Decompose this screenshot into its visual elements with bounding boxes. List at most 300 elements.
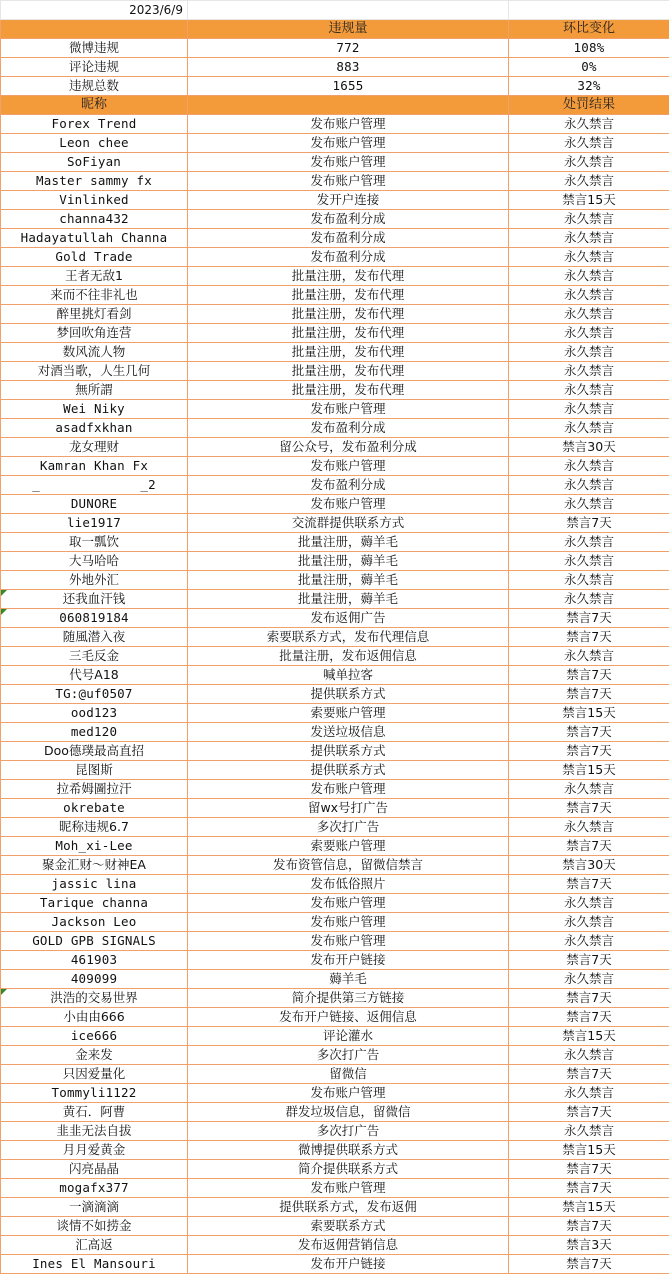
table-row [1,248,669,267]
table-row [1,153,669,172]
penalty-cell[interactable]: 永久禁言 [509,780,669,799]
penalty-cell[interactable]: 永久禁言 [509,476,669,495]
penalty-cell[interactable]: 禁言30天 [509,856,669,875]
reason-cell[interactable]: 批量注册，发布代理 [188,305,509,324]
nickname-text: 闪亮晶晶 [68,1161,119,1176]
table-row [1,115,669,134]
nickname-text: 龙女理财 [68,439,119,454]
nickname-cell[interactable] [1,419,188,438]
penalty-cell[interactable]: 永久禁言 [509,1046,669,1065]
table-row [1,324,669,343]
reason-cell[interactable]: 提供联系方式 [188,761,509,780]
penalty-cell[interactable]: 禁言7天 [509,1065,669,1084]
nickname-cell[interactable] [1,248,188,267]
nickname-text: Tommyli1122 [51,1085,137,1100]
reason-cell[interactable]: 发布低俗照片 [188,875,509,894]
nickname-cell[interactable] [1,1046,188,1065]
table-row [1,590,669,609]
penalty-cell[interactable]: 永久禁言 [509,894,669,913]
table-row [1,267,669,286]
summary-header-row [1,20,669,39]
reason-cell[interactable]: 发布返佣营销信息 [188,1236,509,1255]
reason-cell[interactable]: 发布盈利分成 [188,229,509,248]
penalty-cell[interactable]: 永久禁言 [509,533,669,552]
nickname-text: _ _2 [32,477,156,492]
reason-cell[interactable]: 发布账户管理 [188,1179,509,1198]
table-row [1,457,669,476]
nickname-cell[interactable] [1,1255,188,1274]
table-row [1,894,669,913]
nickname-text: Jackson Leo [51,914,137,929]
table-row [1,381,669,400]
nickname-text: Ines El Mansouri [32,1256,156,1271]
header-cell-violation-count[interactable]: 违规量 [188,20,509,39]
table-row [1,818,669,837]
header-cell-change[interactable]: 环比变化 [509,20,669,39]
reason-cell[interactable]: 发布账户管理 [188,115,509,134]
reason-cell[interactable]: 批量注册，发布代理 [188,267,509,286]
table-row [1,1084,669,1103]
penalty-cell[interactable]: 永久禁言 [509,400,669,419]
nickname-text: 黄石．阿曹 [62,1104,126,1119]
nickname-cell[interactable] [1,552,188,571]
penalty-cell[interactable]: 禁言7天 [509,628,669,647]
reason-cell[interactable]: 发布账户管理 [188,134,509,153]
penalty-cell[interactable]: 永久禁言 [509,1084,669,1103]
header-cell[interactable] [188,96,509,115]
nickname-cell[interactable] [1,913,188,932]
reason-cell[interactable]: 发布返佣广告 [188,609,509,628]
reason-cell[interactable]: 喊单拉客 [188,666,509,685]
table-row [1,172,669,191]
reason-cell[interactable]: 发布账户管理 [188,400,509,419]
table-row [1,514,669,533]
reason-cell[interactable]: 发布账户管理 [188,913,509,932]
penalty-cell[interactable]: 禁言15天 [509,1198,669,1217]
table-row [1,419,669,438]
nickname-cell[interactable] [1,172,188,191]
summary-count-cell[interactable]: 883 [188,58,509,77]
nickname-cell[interactable] [1,514,188,533]
summary-label-cell[interactable]: 评论违规 [1,58,188,77]
header-cell[interactable] [1,20,188,39]
nickname-cell[interactable] [1,780,188,799]
summary-count-cell[interactable]: 1655 [188,77,509,96]
nickname-text: ice666 [70,1028,118,1043]
nickname-text: ood123 [70,705,118,720]
penalty-cell[interactable]: 永久禁言 [509,305,669,324]
summary-change-cell[interactable]: 108% [509,39,669,58]
reason-cell[interactable]: 发布账户管理 [188,457,509,476]
table-row [1,229,669,248]
nickname-cell[interactable] [1,134,188,153]
penalty-cell[interactable]: 永久禁言 [509,970,669,989]
reason-cell[interactable]: 发布账户管理 [188,932,509,951]
nickname-cell[interactable] [1,267,188,286]
nickname-cell[interactable] [1,1160,188,1179]
nickname-text: 三毛反金 [68,648,119,663]
reason-cell[interactable]: 批量注册，发布代理 [188,343,509,362]
penalty-cell[interactable]: 禁言7天 [509,799,669,818]
nickname-cell[interactable] [1,609,188,628]
summary-change-cell[interactable]: 0% [509,58,669,77]
nickname-text: jassic lina [51,876,137,891]
penalty-cell[interactable]: 禁言7天 [509,1255,669,1274]
nickname-cell[interactable] [1,723,188,742]
table-row [1,1217,669,1236]
nickname-cell[interactable] [1,533,188,552]
reason-cell[interactable]: 留wx号打广告 [188,799,509,818]
nickname-text: Moh_xi-Lee [55,838,133,853]
nickname-text: 金来发 [75,1047,113,1062]
penalty-cell[interactable]: 禁言7天 [509,1008,669,1027]
nickname-text: 大马哈哈 [68,553,119,568]
nickname-text: 还我血汗钱 [62,591,126,606]
reason-cell[interactable]: 发布账户管理 [188,1084,509,1103]
nickname-cell[interactable] [1,115,188,134]
reason-cell[interactable]: 提供联系方式 [188,685,509,704]
summary-row [1,77,669,96]
penalty-cell[interactable]: 永久禁言 [509,590,669,609]
reason-cell[interactable]: 批量注册，发布代理 [188,286,509,305]
penalty-cell[interactable]: 禁言7天 [509,514,669,533]
table-row [1,704,669,723]
reason-cell[interactable]: 发布账户管理 [188,780,509,799]
nickname-text: Doo德璞最高直招 [44,743,144,758]
empty-cell[interactable] [509,1,669,20]
reason-cell[interactable]: 发布资管信息，留微信禁言 [188,856,509,875]
nickname-cell[interactable] [1,1008,188,1027]
nickname-text: Forex Trend [51,116,137,131]
penalty-cell[interactable]: 禁言15天 [509,1141,669,1160]
nickname-text: 拉希姆圖拉汗 [56,781,132,796]
date-cell[interactable]: 2023/6/9 [1,1,188,20]
reason-cell[interactable]: 群发垃圾信息，留微信 [188,1103,509,1122]
summary-label-cell[interactable]: 违规总数 [1,77,188,96]
reason-cell[interactable]: 提供联系方式 [188,742,509,761]
nickname-cell[interactable] [1,305,188,324]
nickname-text: Gold Trade [55,249,133,264]
nickname-cell[interactable] [1,1179,188,1198]
reason-cell[interactable]: 批量注册，发布返佣信息 [188,647,509,666]
reason-cell[interactable]: 发布开户链接 [188,951,509,970]
penalty-cell[interactable]: 禁言15天 [509,1027,669,1046]
nickname-cell[interactable] [1,286,188,305]
table-row [1,1236,669,1255]
nickname-text: GOLD GPB SIGNALS [32,933,156,948]
nickname-cell[interactable] [1,989,188,1008]
nickname-text: 060819184 [59,610,129,625]
nickname-cell[interactable] [1,742,188,761]
table-row [1,1103,669,1122]
nickname-text: DUNORE [70,496,118,511]
penalty-cell[interactable]: 禁言7天 [509,1179,669,1198]
nickname-cell[interactable] [1,324,188,343]
table-row [1,989,669,1008]
empty-cell[interactable] [188,1,509,20]
nickname-text: Wei Niky [63,401,125,416]
penalty-cell[interactable]: 禁言7天 [509,837,669,856]
reason-cell[interactable]: 薅羊毛 [188,970,509,989]
table-row [1,951,669,970]
penalty-cell[interactable]: 永久禁言 [509,134,669,153]
nickname-cell[interactable] [1,894,188,913]
reason-cell[interactable]: 批量注册，发布代理 [188,324,509,343]
nickname-cell[interactable] [1,210,188,229]
nickname-cell[interactable] [1,457,188,476]
table-row [1,362,669,381]
penalty-cell[interactable]: 禁言15天 [509,704,669,723]
table-row [1,1027,669,1046]
nickname-text: SoFiyan [66,154,122,169]
penalty-cell[interactable]: 禁言7天 [509,951,669,970]
reason-cell[interactable]: 多次打广告 [188,1122,509,1141]
penalty-cell[interactable]: 永久禁言 [509,818,669,837]
reason-cell[interactable]: 多次打广告 [188,1046,509,1065]
nickname-cell[interactable] [1,647,188,666]
nickname-text: Kamran Khan Fx [39,458,149,473]
nickname-text: 取一瓢饮 [68,534,119,549]
nickname-cell[interactable] [1,153,188,172]
comment-marker-icon [1,989,7,995]
penalty-cell[interactable]: 禁言7天 [509,742,669,761]
table-row [1,438,669,457]
reason-cell[interactable]: 发送垃圾信息 [188,723,509,742]
summary-row [1,58,669,77]
summary-count-cell[interactable]: 772 [188,39,509,58]
table-row [1,1255,669,1274]
nickname-text: Leon chee [59,135,129,150]
table-row [1,210,669,229]
nickname-cell[interactable] [1,229,188,248]
nickname-text: 聚金汇财～财神EA [42,857,146,872]
nickname-cell[interactable] [1,951,188,970]
nickname-cell[interactable] [1,1084,188,1103]
nickname-text: 外地外汇 [68,572,119,587]
header-cell-penalty[interactable]: 处罚结果 [509,96,669,115]
penalty-cell[interactable]: 永久禁言 [509,343,669,362]
table-row [1,932,669,951]
nickname-text: Hadayatullah Channa [20,230,168,245]
reason-cell[interactable]: 索要联系方式，发布代理信息 [188,628,509,647]
nickname-cell[interactable] [1,191,188,210]
penalty-cell[interactable]: 禁言7天 [509,1217,669,1236]
table-row [1,913,669,932]
penalty-cell[interactable]: 永久禁言 [509,210,669,229]
penalty-cell[interactable]: 永久禁言 [509,932,669,951]
date-row [1,1,669,20]
nickname-cell[interactable] [1,1027,188,1046]
penalty-cell[interactable]: 永久禁言 [509,495,669,514]
nickname-text: 代号A18 [69,667,119,682]
reason-cell[interactable]: 索要联系方式 [188,1217,509,1236]
penalty-cell[interactable]: 禁言7天 [509,875,669,894]
penalty-cell[interactable]: 永久禁言 [509,457,669,476]
table-row [1,552,669,571]
nickname-cell[interactable] [1,666,188,685]
nickname-cell[interactable] [1,590,188,609]
summary-change-cell[interactable]: 32% [509,77,669,96]
reason-cell[interactable]: 发布账户管理 [188,495,509,514]
reason-cell[interactable]: 批量注册，发布代理 [188,381,509,400]
penalty-cell[interactable]: 永久禁言 [509,647,669,666]
table-row [1,742,669,761]
reason-cell[interactable]: 批量注册，薅羊毛 [188,571,509,590]
nickname-cell[interactable] [1,1141,188,1160]
reason-cell[interactable]: 发布账户管理 [188,153,509,172]
penalty-cell[interactable]: 禁言7天 [509,685,669,704]
nickname-cell[interactable] [1,476,188,495]
nickname-text: 数风流人物 [62,344,126,359]
table-row [1,609,669,628]
nickname-cell[interactable] [1,818,188,837]
penalty-cell[interactable]: 禁言30天 [509,438,669,457]
reason-cell[interactable]: 发开户连接 [188,191,509,210]
nickname-cell[interactable] [1,837,188,856]
penalty-cell[interactable]: 禁言15天 [509,191,669,210]
table-row [1,780,669,799]
penalty-cell[interactable]: 永久禁言 [509,229,669,248]
reason-cell[interactable]: 微博提供联系方式 [188,1141,509,1160]
nickname-cell[interactable] [1,970,188,989]
nickname-cell[interactable] [1,381,188,400]
nickname-cell[interactable] [1,1217,188,1236]
nickname-text: Vinlinked [59,192,129,207]
penalty-cell[interactable]: 永久禁言 [509,1122,669,1141]
reason-cell[interactable]: 索要账户管理 [188,837,509,856]
nickname-cell[interactable] [1,856,188,875]
nickname-cell[interactable] [1,362,188,381]
penalty-cell[interactable]: 永久禁言 [509,362,669,381]
table-row [1,400,669,419]
penalty-cell[interactable]: 禁言7天 [509,609,669,628]
nickname-cell[interactable] [1,704,188,723]
penalty-cell[interactable]: 永久禁言 [509,172,669,191]
table-row [1,1198,669,1217]
penalty-cell[interactable]: 永久禁言 [509,153,669,172]
table-row [1,1160,669,1179]
reason-cell[interactable]: 提供联系方式，发布返佣 [188,1198,509,1217]
nickname-text: lie1917 [66,515,122,530]
reason-cell[interactable]: 发布账户管理 [188,894,509,913]
penalty-cell[interactable]: 禁言15天 [509,761,669,780]
nickname-cell[interactable] [1,438,188,457]
nickname-cell[interactable] [1,875,188,894]
reason-cell[interactable]: 留微信 [188,1065,509,1084]
table-row [1,647,669,666]
penalty-cell[interactable]: 永久禁言 [509,552,669,571]
penalty-cell[interactable]: 永久禁言 [509,286,669,305]
nickname-cell[interactable] [1,571,188,590]
table-row [1,1179,669,1198]
penalty-cell[interactable]: 永久禁言 [509,324,669,343]
nickname-cell[interactable] [1,1065,188,1084]
nickname-text: 無所謂 [75,382,113,397]
nickname-cell[interactable] [1,628,188,647]
penalty-cell[interactable]: 禁言7天 [509,1160,669,1179]
reason-cell[interactable]: 批量注册，薅羊毛 [188,552,509,571]
nickname-cell[interactable] [1,1122,188,1141]
reason-cell[interactable]: 简介提供第三方链接 [188,989,509,1008]
table-row [1,571,669,590]
reason-cell[interactable]: 批量注册，薅羊毛 [188,590,509,609]
table-row [1,666,669,685]
reason-cell[interactable]: 多次打广告 [188,818,509,837]
penalty-cell[interactable]: 禁言7天 [509,989,669,1008]
reason-cell[interactable]: 简介提供联系方式 [188,1160,509,1179]
nickname-text: Tarique channa [39,895,149,910]
penalty-cell[interactable]: 永久禁言 [509,115,669,134]
header-cell-nickname[interactable]: 昵称 [1,96,188,115]
reason-cell[interactable]: 批量注册，薅羊毛 [188,533,509,552]
penalty-cell[interactable]: 禁言7天 [509,723,669,742]
table-row [1,1046,669,1065]
reason-cell[interactable]: 发布盈利分成 [188,248,509,267]
summary-label-cell[interactable]: 微博违规 [1,39,188,58]
table-row [1,286,669,305]
table-row [1,856,669,875]
nickname-cell[interactable] [1,343,188,362]
comment-marker-icon [1,609,7,615]
nickname-text: okrebate [63,800,125,815]
penalty-cell[interactable]: 永久禁言 [509,248,669,267]
penalty-cell[interactable]: 禁言7天 [509,1103,669,1122]
reason-cell[interactable]: 发布开户链接、返佣信息 [188,1008,509,1027]
nickname-cell[interactable] [1,761,188,780]
table-row [1,533,669,552]
reason-cell[interactable]: 发布盈利分成 [188,476,509,495]
penalty-cell[interactable]: 永久禁言 [509,267,669,286]
reason-cell[interactable]: 发布盈利分成 [188,210,509,229]
nickname-cell[interactable] [1,799,188,818]
reason-cell[interactable]: 批量注册，发布代理 [188,362,509,381]
reason-cell[interactable]: 发布盈利分成 [188,419,509,438]
reason-cell[interactable]: 发布账户管理 [188,172,509,191]
nickname-text: 韭韭无法自拔 [56,1123,132,1138]
reason-cell[interactable]: 索要账户管理 [188,704,509,723]
nickname-cell[interactable] [1,495,188,514]
nickname-text: channa432 [59,211,129,226]
penalty-cell[interactable]: 永久禁言 [509,381,669,400]
nickname-text: 汇高返 [75,1237,113,1252]
nickname-cell[interactable] [1,932,188,951]
table-row [1,134,669,153]
nickname-cell[interactable] [1,1103,188,1122]
reason-cell[interactable]: 发布开户链接 [188,1255,509,1274]
nickname-cell[interactable] [1,1236,188,1255]
table-row [1,723,669,742]
nickname-cell[interactable] [1,685,188,704]
table-row [1,837,669,856]
nickname-cell[interactable] [1,1198,188,1217]
penalty-cell[interactable]: 永久禁言 [509,571,669,590]
nickname-text: 谈情不如捞金 [56,1218,132,1233]
nickname-cell[interactable] [1,400,188,419]
list-header-row [1,96,669,115]
reason-cell[interactable]: 评论灌水 [188,1027,509,1046]
reason-cell[interactable]: 留公众号，发布盈利分成 [188,438,509,457]
nickname-text: med120 [70,724,118,739]
penalty-cell[interactable]: 永久禁言 [509,913,669,932]
reason-cell[interactable]: 交流群提供联系方式 [188,514,509,533]
nickname-text: TG:@uf0507 [55,686,133,701]
table-row [1,970,669,989]
nickname-text: 昵称违规6.7 [59,819,129,834]
nickname-text: 月月爱黄金 [62,1142,126,1157]
penalty-cell[interactable]: 永久禁言 [509,419,669,438]
penalty-cell[interactable]: 禁言7天 [509,666,669,685]
penalty-cell[interactable]: 禁言3天 [509,1236,669,1255]
